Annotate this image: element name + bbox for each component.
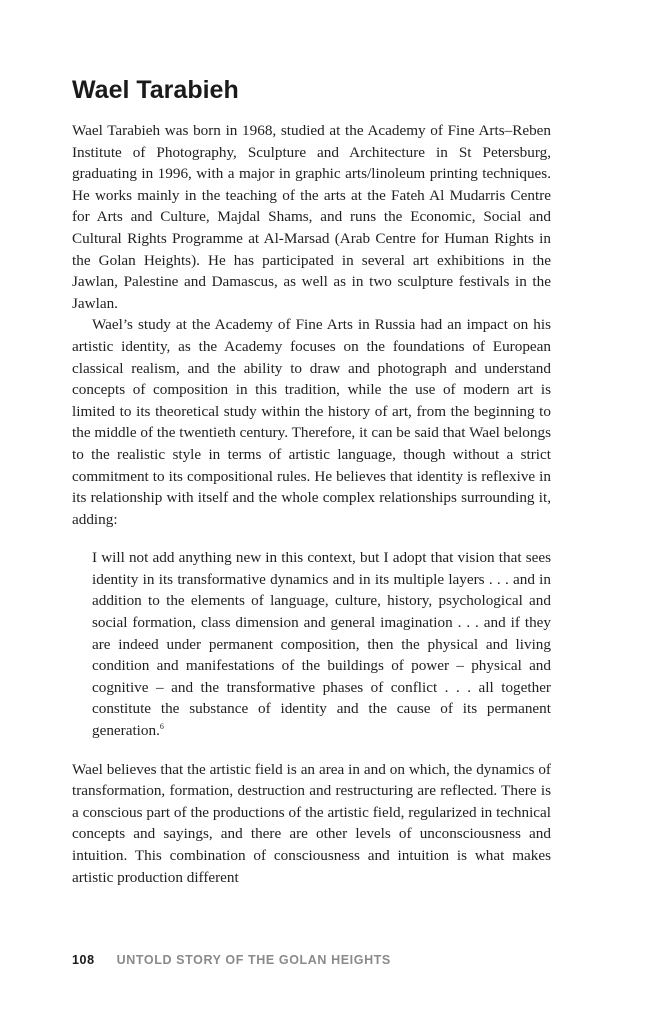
quote-text: I will not add anything new in this context, but I adopt that vision that sees identity in its transformative dynamics and in its multiple layers . . . and in addition to the elements of language, culture, history, psychological and social formation, class dimension and general imagination . . . and if they are indeed under permanent composition, then the physical and living condition and manifestations of the buildings of power – physical and cognitive – and the transformative phases of conflict . . . all together constitute the substance of identity and the cause of its permanent generation. — [92, 549, 551, 740]
page-number: 108 — [72, 953, 95, 967]
block-quote — [92, 547, 551, 741]
footnote-marker: 6 — [159, 721, 164, 731]
running-title: UNTOLD STORY OF THE GOLAN HEIGHTS — [116, 953, 391, 967]
section-heading: Wael Tarabieh — [72, 76, 239, 104]
body-text — [72, 120, 551, 888]
page-footer — [72, 953, 391, 967]
paragraph-intro: Wael Tarabieh was born in 1968, studied at the Academy of Fine Arts–Reben Institute of Photography, Sculpture and Architecture in St Petersburg, graduating in 1996, with a major in graphic arts/linoleum printing techniques. He works mainly in the teaching of the arts at the Fateh Al Mudarris Centre for Arts and Culture, Majdal Shams, and runs the Economic, Social and Cultural Rights Programme at Al-Marsad (Arab Centre for Human Rights in the Golan Heights). He has participated in several art exhibitions in the Jawlan, Palestine and Damascus, as well as in two sculpture festivals in the Jawlan. — [72, 122, 551, 312]
paragraph-artistic-field: Wael believes that the artistic field is an area in and on which, the dynamics of transformation, formation, destruction and restructuring are reflected. There is a conscious part of the productions of the artistic field, regularized in technical concepts and sayings, and there are other levels of unconsciousness and intuition. This combination of consciousness and intuition is what makes artistic production different — [72, 760, 551, 886]
paragraph-academy: Wael’s study at the Academy of Fine Arts in Russia had an impact on his artistic identity, as the Academy focuses on the foundations of European classical realism, and the ability to draw and photograph and understand concepts of composition in this tradition, while the use of modern art is limited to its theoretical study within the history of art, from the beginning to the middle of the twentieth century. Therefore, it can be said that Wael belongs to the realistic style in terms of artistic language, though without a strict commitment to its compositional rules. He believes that identity is reflexive in its relationship with itself and the whole complex relationships surrounding it, adding: — [72, 316, 551, 528]
